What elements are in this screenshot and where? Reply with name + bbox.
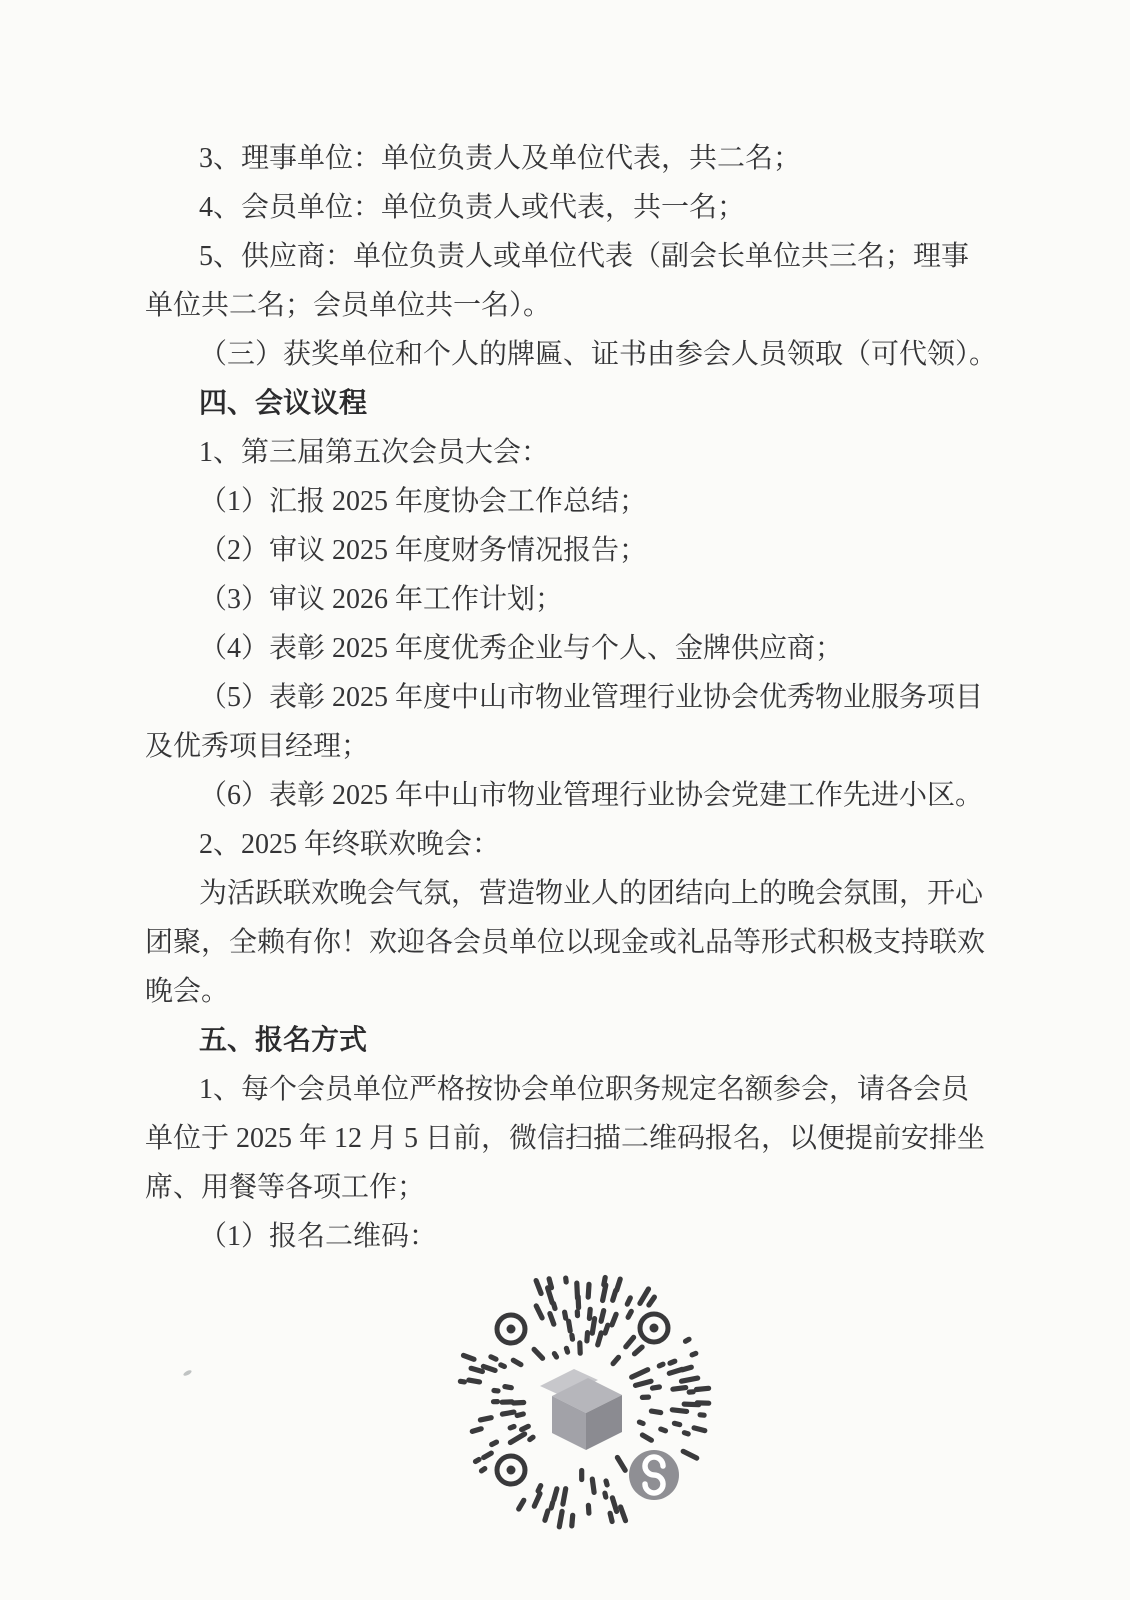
text-line: （6）表彰 2025 年中山市物业管理行业协会党建工作先进小区。 <box>199 780 984 811</box>
text-line: （4）表彰 2025 年度优秀企业与个人、金牌供应商； <box>199 633 844 664</box>
text-line: 团聚，全赖有你！欢迎各会员单位以现金或礼品等形式积极支持联欢 <box>145 927 986 958</box>
text-line: （2）审议 2025 年度财务情况报告； <box>199 535 648 566</box>
text-line: （三）获奖单位和个人的牌匾、证书由参会人员领取（可代领）。 <box>199 339 998 370</box>
qr-center-box-logo <box>540 1369 622 1450</box>
qr-finder-pattern <box>640 1314 668 1342</box>
text-line: 席、用餐等各项工作； <box>145 1172 426 1203</box>
section-heading: 五、报名方式 <box>199 1025 368 1056</box>
text-line: 5、供应商：单位负责人或单位代表（副会长单位共三名；理事 <box>199 241 970 272</box>
text-line: （1）汇报 2025 年度协会工作总结； <box>199 486 648 517</box>
text-line: 单位共二名；会员单位共一名）。 <box>145 290 552 321</box>
text-line: 晚会。 <box>145 976 230 1007</box>
text-line: （1）报名二维码： <box>199 1221 438 1252</box>
text-line: 1、第三届第五次会员大会： <box>199 437 550 468</box>
wechat-miniprogram-icon <box>629 1450 679 1500</box>
qr-code <box>420 1238 744 1562</box>
text-line: （3）审议 2026 年工作计划； <box>199 584 564 615</box>
qr-finder-pattern <box>497 1456 525 1484</box>
text-line: 单位于 2025 年 12 月 5 日前，微信扫描二维码报名，以便提前安排坐 <box>145 1123 986 1154</box>
qr-code-container <box>420 1238 744 1562</box>
qr-finder-pattern <box>497 1315 525 1343</box>
text-line: 及优秀项目经理； <box>145 731 370 762</box>
text-line: 4、会员单位：单位负责人或代表，共一名； <box>199 192 746 223</box>
text-line: 1、每个会员单位严格按协会单位职务规定名额参会，请各会员 <box>199 1074 970 1105</box>
section-heading: 四、会议议程 <box>199 388 368 419</box>
scan-smudge <box>183 1369 193 1377</box>
text-line: （5）表彰 2025 年度中山市物业管理行业协会优秀物业服务项目 <box>199 682 984 713</box>
text-line: 3、理事单位：单位负责人及单位代表，共二名； <box>199 143 802 174</box>
document-body <box>145 134 998 1261</box>
text-line: 为活跃联欢晚会气氛，营造物业人的团结向上的晚会氛围，开心 <box>199 878 984 909</box>
text-line: 2、2025 年终联欢晚会： <box>199 829 501 860</box>
